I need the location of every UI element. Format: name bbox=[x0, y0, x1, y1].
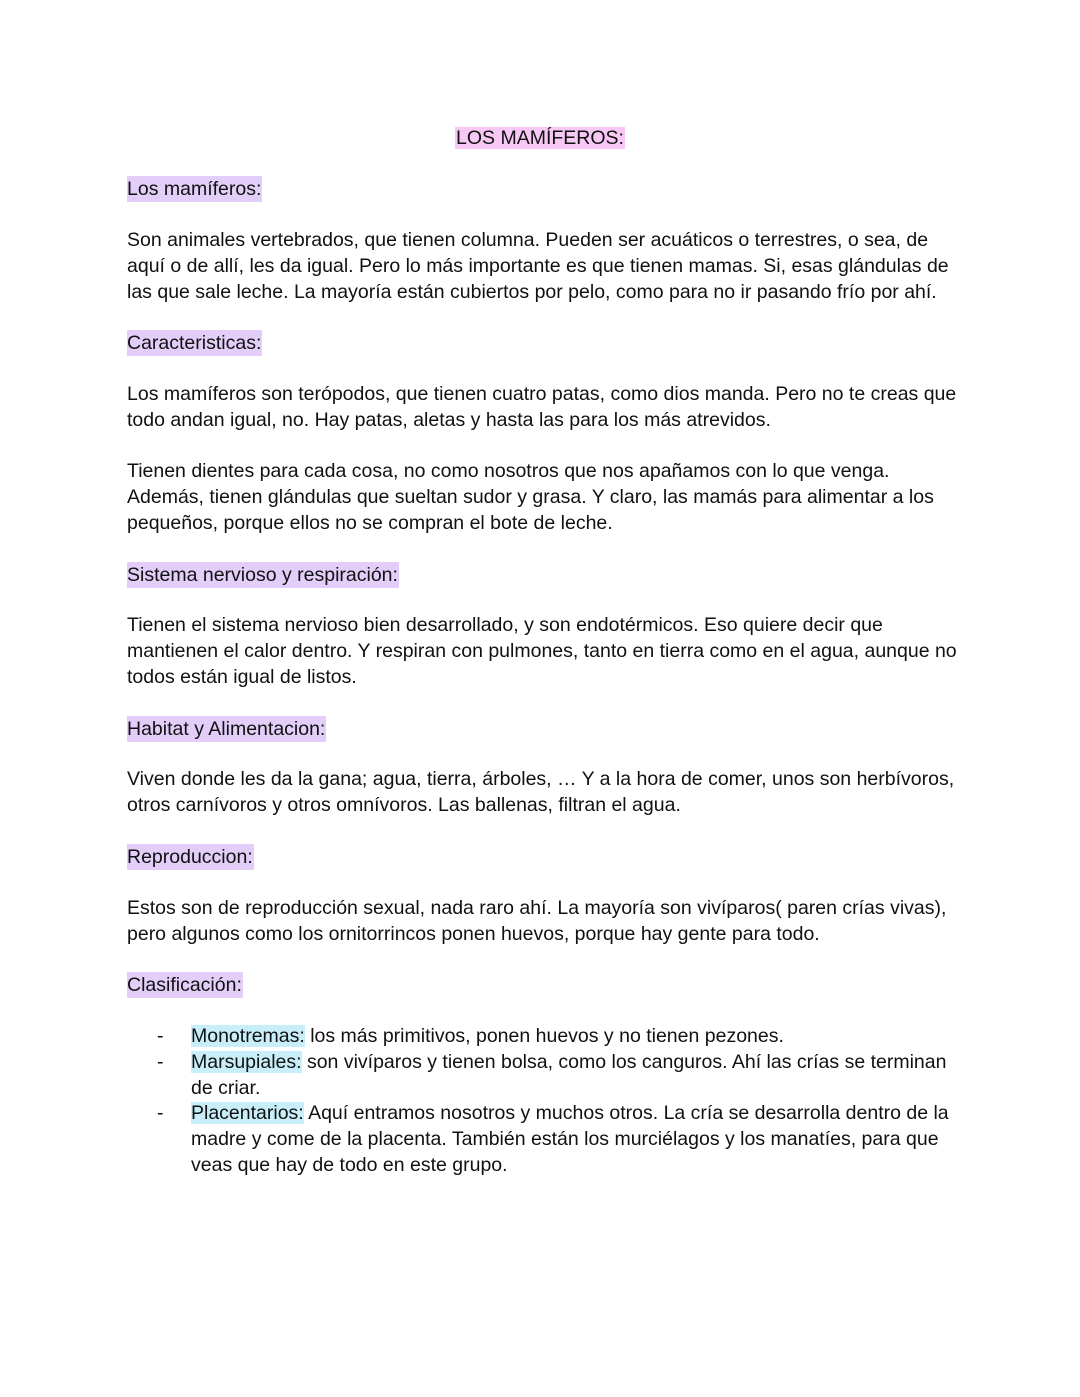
list-term: Placentarios: bbox=[191, 1102, 304, 1125]
bullet-dash: - bbox=[157, 1050, 164, 1073]
list-text: son vivíparos y tienen bolsa, como los canguros. Ahí las crías se terminan de criar. bbox=[191, 1050, 947, 1099]
list-item bbox=[127, 1050, 957, 1102]
section-heading-mamiferos: Los mamíferos: bbox=[127, 178, 262, 200]
bullet-dash: - bbox=[157, 1025, 164, 1047]
section-heading-habitat: Habitat y Alimentacion: bbox=[127, 718, 326, 740]
section-heading-reproduccion: Reproduccion: bbox=[127, 846, 253, 868]
list-term: Monotremas: bbox=[191, 1025, 305, 1047]
bullet-dash: - bbox=[157, 1102, 164, 1125]
title-container bbox=[0, 125, 1080, 151]
section-heading-clasificacion: Clasificación: bbox=[127, 974, 242, 996]
section-heading-caracteristicas: Caracteristicas: bbox=[127, 332, 262, 354]
list-text: los más primitivos, ponen huevos y no tienen pezones. bbox=[304, 1025, 784, 1047]
list-item bbox=[127, 1024, 957, 1050]
classification-list bbox=[127, 1024, 957, 1179]
paragraph-mamiferos: Son animales vertebrados, que tienen columna. Pueden ser acuáticos o terrestres, o sea, de aquí o de allí, les da igual. Pero lo más importante es que tienen mamas. Si, esas glándulas de las que sale leche. La mayoría están cubiertos por pelo, como para no ir pasando frío por ahí. bbox=[127, 229, 949, 303]
list-item bbox=[127, 1101, 957, 1178]
list-text: Aquí entramos nosotros y muchos otros. La cría se desarrolla dentro de la madre y come de la placenta. También están los murciélagos y los manatíes, para que veas que hay de todo en este grupo. bbox=[191, 1102, 949, 1176]
paragraph-caracteristicas-1: Los mamíferos son terópodos, que tienen cuatro patas, como dios manda. Pero no te creas que todo andan igual, no. Hay patas, aletas y hasta las para los más atrevidos. bbox=[127, 383, 957, 431]
paragraph-sistema-nervioso: Tienen el sistema nervioso bien desarrollado, y son endotérmicos. Eso quiere decir que mantienen el calor dentro. Y respiran con pulmones, tanto en tierra como en el agua, aunque no todos están igual de listos. bbox=[127, 614, 957, 688]
list-term: Marsupiales: bbox=[191, 1050, 302, 1073]
document-title: LOS MAMÍFEROS: bbox=[456, 127, 624, 149]
paragraph-habitat: Viven donde les da la gana; agua, tierra, árboles, … Y a la hora de comer, unos son herbívoros, otros carnívoros y otros omnívoros. Las ballenas, filtran el agua. bbox=[127, 768, 955, 816]
paragraph-reproduccion: Estos son de reproducción sexual, nada raro ahí. La mayoría son vivíparos( paren crías vivas), pero algunos como los ornitorrincos ponen huevos, porque hay gente para todo. bbox=[127, 897, 947, 945]
paragraph-caracteristicas-2: Tienen dientes para cada cosa, no como nosotros que nos apañamos con lo que venga. Además, tienen glándulas que sueltan sudor y grasa. Y claro, las mamás para alimentar a los pequeños, porque ellos no se compran el bote de leche. bbox=[127, 460, 934, 534]
section-heading-sistema-nervioso: Sistema nervioso y respiración: bbox=[127, 564, 398, 586]
